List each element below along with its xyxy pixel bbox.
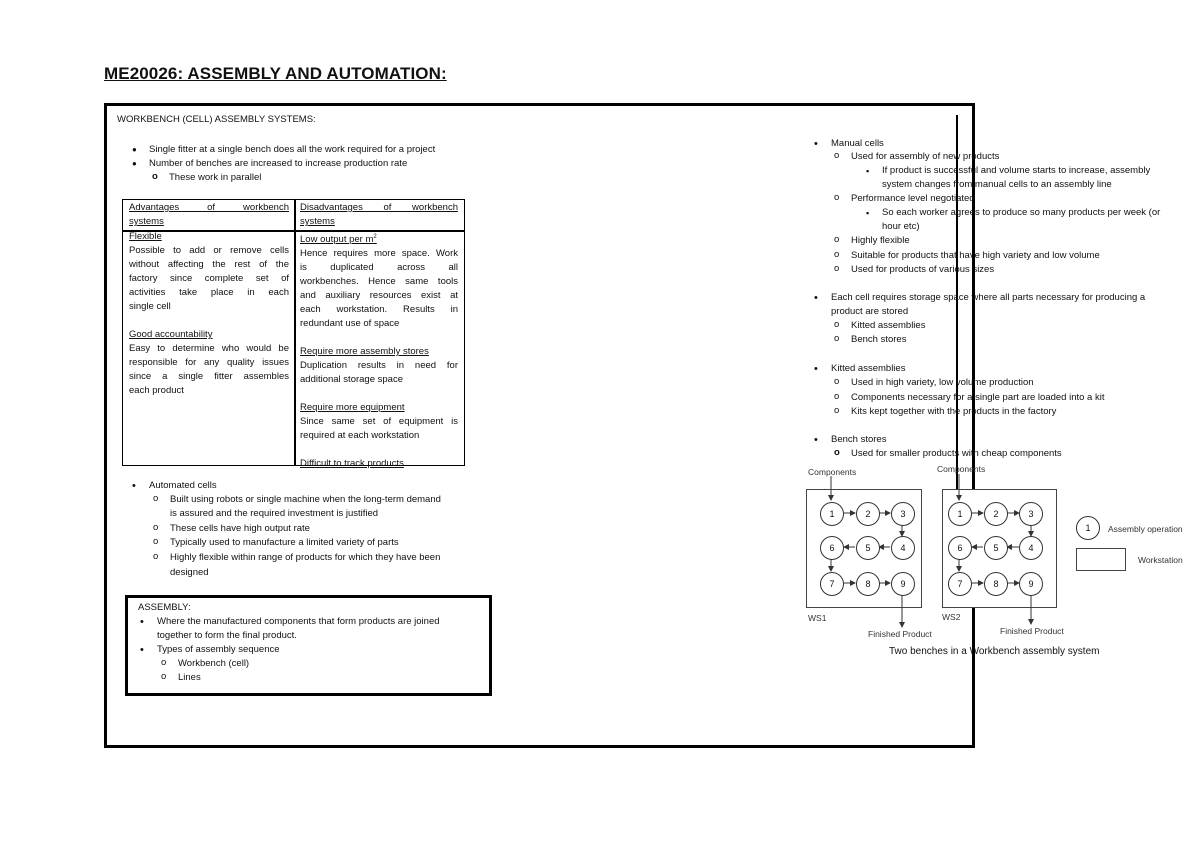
dis-line: required at each workstation (300, 430, 420, 442)
assembly-bullet-1b: together to form the final product. (157, 630, 297, 641)
bench-1-node-8: 8 (856, 572, 880, 596)
bench-1-node-4: 4 (891, 536, 915, 560)
adv-column (129, 230, 289, 398)
advantages-table (122, 199, 465, 470)
dis-line: Hence requires more space. Work (300, 248, 458, 260)
bench-2-node-7: 7 (948, 572, 972, 596)
dis-heading-2 (300, 401, 458, 415)
assembly-type-2: o Lines (178, 671, 201, 685)
manual-item-b1-line1: ▪ So each worker agrees to produce so many products per week (or (882, 206, 1160, 220)
adv-line: responsible for any quality issues (129, 357, 289, 368)
manual-item-c: o Highly flexible (851, 234, 910, 248)
assembly-bullet-1a: • Where the manufactured components that form products are joined (157, 615, 440, 629)
manual-cells-bullet: • Manual cells (831, 137, 884, 151)
dis-line: Since same set of equipment is (300, 416, 458, 428)
kitted-item-3: o Kits kept together with the products in the factory (851, 405, 1056, 419)
storage-item-2: o Bench stores (851, 333, 906, 347)
dis-column (300, 230, 458, 471)
dis-line: each workstation. Results in (300, 304, 458, 316)
bench-2-node-9: 9 (1019, 572, 1043, 596)
bench-1-node-7: 7 (820, 572, 844, 596)
dis-line: is duplicated across all (300, 262, 458, 274)
dis-heading-text-2: Require more equipment (300, 402, 405, 414)
automated-item-3: o Typically used to manufacture a limited variety of parts (170, 536, 399, 550)
adv-line: each product (129, 385, 184, 396)
dis-heading-text-1: Require more assembly stores (300, 346, 429, 358)
legend-workstation: Workstation (1138, 555, 1183, 565)
bench-1-node-1: 1 (820, 502, 844, 526)
automated-item-4b: designed (170, 567, 209, 578)
components-label-2: Components (937, 464, 986, 474)
bench-1-node-2: 2 (856, 502, 880, 526)
components-label-1: Components (808, 467, 857, 477)
adv-header (129, 201, 289, 229)
workbench-heading: WORKBENCH (CELL) ASSEMBLY SYSTEMS: (117, 114, 316, 125)
manual-item-d: o Suitable for products that have high variety and low volume (851, 249, 1100, 263)
bench-2-node-4: 4 (1019, 536, 1043, 560)
legend-node: 1 (1076, 516, 1100, 540)
dis-line: and auxiliary resources exist at (300, 290, 458, 302)
manual-item-b1-line2: hour etc) (882, 221, 920, 232)
kitted-item-1: o Used in high variety, low volume production (851, 376, 1034, 390)
dis-line: redundant use of space (300, 318, 400, 330)
finished-product-2: Finished Product (1000, 626, 1064, 636)
ws1-label: WS1 (808, 613, 827, 623)
dis-heading-text-0: Low output per m (300, 234, 374, 246)
adv-heading-1 (129, 328, 289, 342)
manual-item-a1-line2: system changes from manual cells to an assembly line (882, 179, 1112, 190)
adv-heading-text-1: Good accountability (129, 329, 213, 340)
bench-1-node-3: 3 (891, 502, 915, 526)
manual-item-b: o Performance level negotiated (851, 192, 975, 206)
adv-line: single cell (129, 301, 171, 312)
storage-bullet-line2: product are stored (831, 306, 909, 317)
assembly-heading: ASSEMBLY: (138, 602, 191, 613)
adv-header-line-2: systems (129, 216, 164, 227)
dis-heading-0 (300, 230, 458, 247)
workbench-bullet-1: ● Single fitter at a single bench does all the work required for a project (149, 143, 435, 157)
adv-line: activities take place in each (129, 287, 289, 298)
dis-heading-sup-0: 2 (373, 234, 377, 240)
dis-line: workbenches. Hence same tools (300, 276, 458, 288)
workbench-bullet-2: ● Number of benches are increased to increase production rate (149, 157, 407, 171)
dis-header-line-1: Disadvantages of workbench (300, 202, 458, 213)
storage-item-1: o Kitted assemblies (851, 319, 925, 333)
storage-bullet-line1: • Each cell requires storage space where all parts necessary for producing a (831, 291, 1145, 305)
manual-item-a1-line1: ▪ If product is successful and volume starts to increase, assembly (882, 164, 1188, 178)
legend-assembly-operation: Assembly operation (1108, 524, 1183, 534)
bench-2-node-1: 1 (948, 502, 972, 526)
assembly-type-1: o Workbench (cell) (178, 657, 249, 671)
bench-1-node-6: 6 (820, 536, 844, 560)
assembly-bullet-2: • Types of assembly sequence (157, 643, 280, 657)
legend-workstation-box (1076, 548, 1126, 571)
workbench-diagram (790, 462, 1200, 662)
bench-2-node-5: 5 (984, 536, 1008, 560)
adv-header-line-1: Advantages of workbench (129, 202, 289, 213)
kitted-bullet: • Kitted assemblies (831, 362, 905, 376)
adv-line: since a single fitter assembles (129, 371, 289, 382)
adv-line: Possible to add or remove cells (129, 245, 289, 256)
dis-heading-3 (300, 457, 458, 471)
bench-1-node-9: 9 (891, 572, 915, 596)
automated-bullet: • Automated cells (149, 479, 217, 493)
kitted-item-2: o Components necessary for a single part are loaded into a kit (851, 391, 1104, 405)
diagram-caption: Two benches in a Workbench assembly system (889, 646, 1100, 657)
document-title: ME20026: ASSEMBLY AND AUTOMATION: (104, 64, 447, 83)
bench-stores-bullet: • Bench stores (831, 433, 886, 447)
manual-item-e: o Used for products of various sizes (851, 263, 994, 277)
dis-line: Duplication results in need for (300, 360, 458, 372)
dis-line: additional storage space (300, 374, 403, 386)
bench-1-node-5: 5 (856, 536, 880, 560)
adv-line: factory since complete set of (129, 273, 289, 284)
bench-2-node-2: 2 (984, 502, 1008, 526)
adv-line: Easy to determine who would be (129, 343, 289, 354)
automated-item-2: o These cells have high output rate (170, 522, 310, 536)
bench-stores-item: o Used for smaller products with cheap components (851, 447, 1062, 461)
adv-heading-0 (129, 230, 289, 244)
bench-2-node-8: 8 (984, 572, 1008, 596)
dis-header-line-2: systems (300, 216, 335, 227)
finished-product-1: Finished Product (868, 629, 932, 639)
ws2-label: WS2 (942, 612, 961, 622)
dis-heading-1 (300, 345, 458, 359)
manual-item-a: o Used for assembly of new products (851, 150, 999, 164)
bench-2-node-6: 6 (948, 536, 972, 560)
bench-2-node-3: 3 (1019, 502, 1043, 526)
adv-line: without affecting the rest of the (129, 259, 289, 270)
automated-item-4a: o Highly flexible within range of products for which they have been (170, 551, 440, 565)
workbench-sub-bullet: o These work in parallel (169, 171, 261, 185)
adv-heading-text-0: Flexible (129, 231, 162, 242)
automated-item-1a: o Built using robots or single machine when the long-term demand (170, 493, 441, 507)
dis-header (300, 201, 458, 229)
automated-item-1b: is assured and the required investment is justified (170, 508, 379, 519)
table-column-divider (294, 200, 296, 465)
dis-heading-text-3: Difficult to track products (300, 458, 404, 470)
